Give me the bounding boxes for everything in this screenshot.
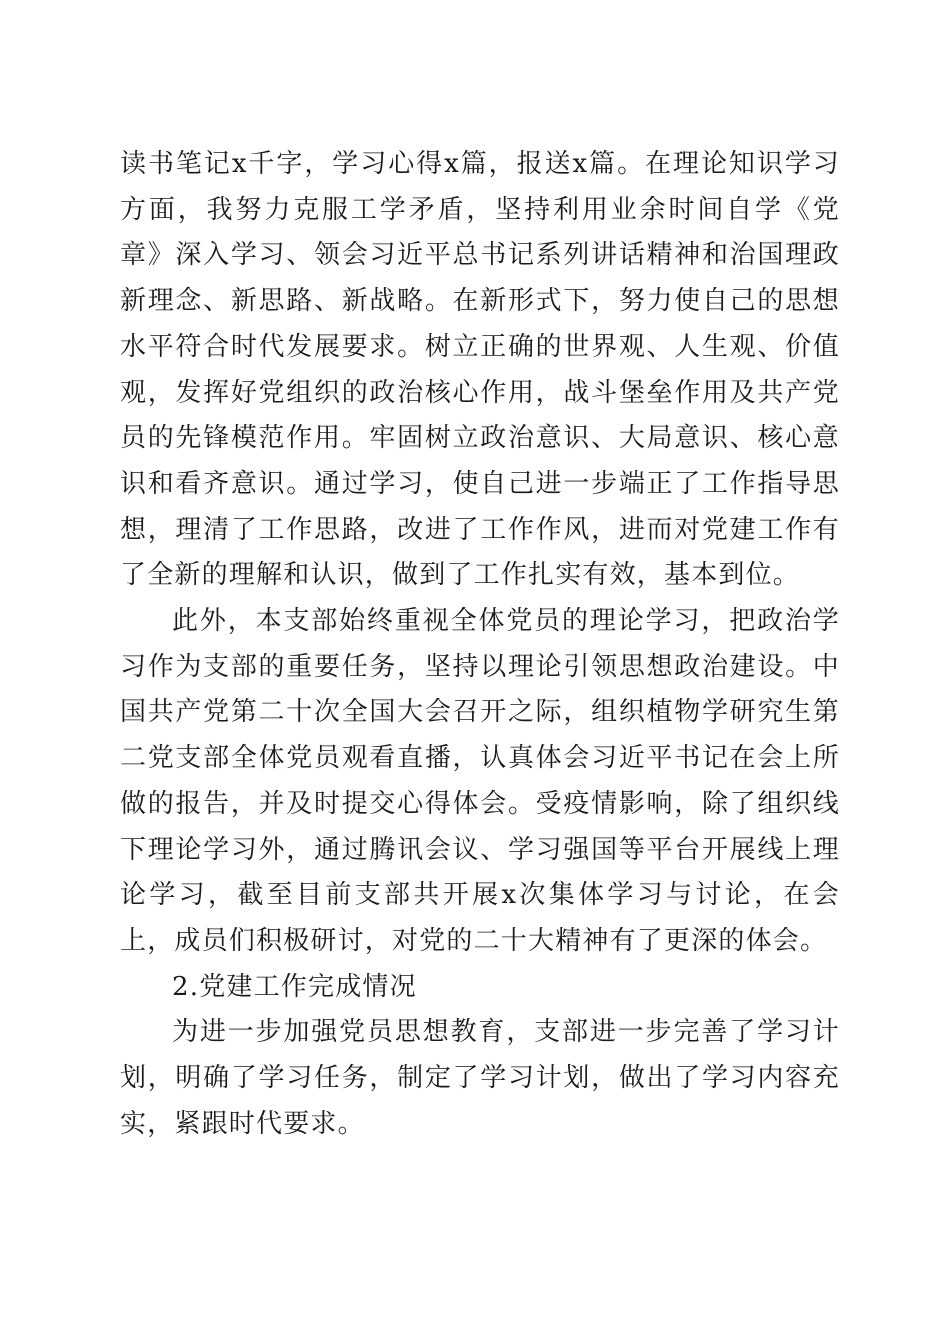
paragraph-branch-study: 此外，本支部始终重视全体党员的理论学习，把政治学习作为支部的重要任务，坚持以理论引领思想政治建设。中国共产党第二十次全国大会召开之际，组织植物学研究生第二党支部全体党员观看直播，认真体会习近平书记在会上所做的报告，并及时提交心得体会。受疫情影响，除了组织线下理论学习外，通过腾讯会议、学习强国等平台开展线上理论学习，截至目前支部共开展x次集体学习与讨论，在会上，成员们积极研讨，对党的二十大精神有了更深的体会。 — [120, 606, 840, 956]
document-body — [120, 142, 840, 1147]
paragraph-party-building: 为进一步加强党员思想教育，支部进一步完善了学习计划，明确了学习任务，制定了学习计划，做出了学习内容充实，紧跟时代要求。 — [120, 1017, 840, 1139]
section-heading: 2.党建工作完成情况 — [172, 971, 417, 1002]
paragraph-continued: 读书笔记x千字，学习心得x篇，报送x篇。在理论知识学习方面，我努力克服工学矛盾，坚持利用业余时间自学《党章》深入学习、领会习近平总书记系列讲话精神和治国理政新理念、新思路、新战略。在新形式下，努力使自己的思想水平符合时代发展要求。树立正确的世界观、人生观、价值观，发挥好党组织的政治核心作用，战斗堡垒作用及共产党员的先锋模范作用。牢固树立政治意识、大局意识、核心意识和看齐意识。通过学习，使自己进一步端正了工作指导思想，理清了工作思路，改进了工作作风，进而对党建工作有了全新的理解和认识，做到了工作扎实有效，基本到位。 — [120, 149, 840, 591]
